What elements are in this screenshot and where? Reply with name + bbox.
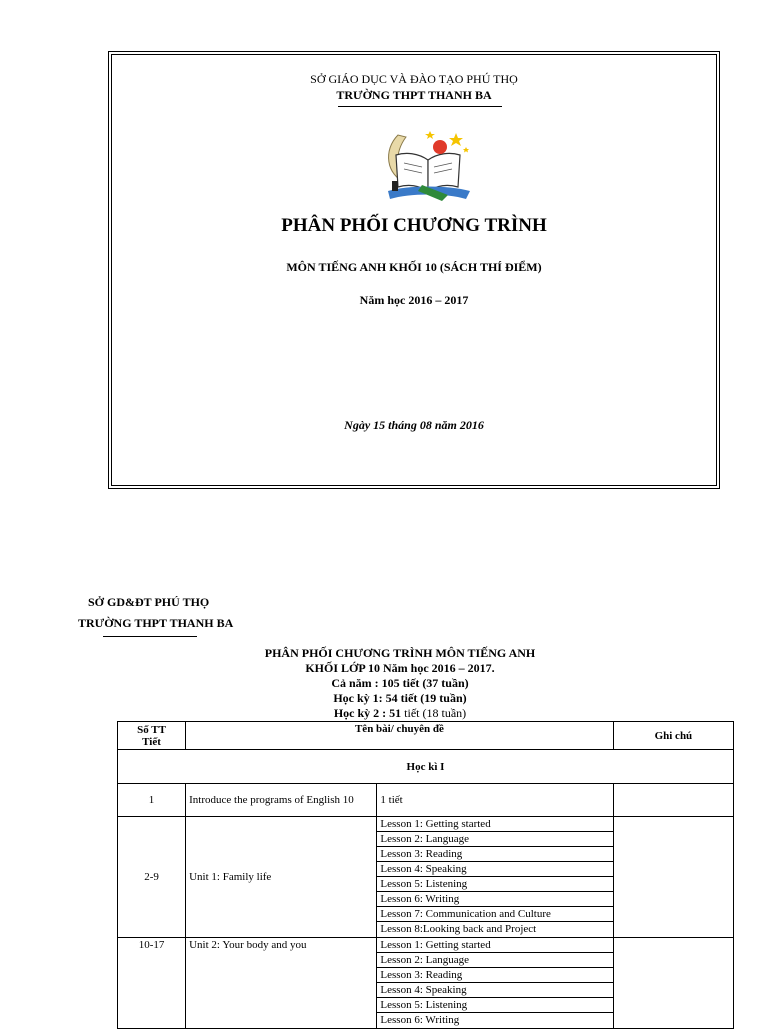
program-title-block — [100, 646, 700, 721]
lesson-item: Lesson 5: Listening — [377, 877, 612, 892]
row-unit-name: Unit 1: Family life — [186, 817, 377, 938]
lesson-item: Lesson 3: Reading — [377, 847, 612, 862]
col-header-stt: Số TT Tiết — [118, 722, 186, 750]
header-department: SỞ GD&ĐT PHÚ THỌ — [88, 595, 210, 609]
row-lessons: 1 tiết — [377, 784, 613, 817]
program-year-total: Cả năm : 105 tiết (37 tuần) — [331, 676, 469, 690]
row-stt: 10-17 — [118, 938, 186, 1029]
table-header-row — [118, 722, 734, 750]
cover-school-name: TRƯỜNG THPT THANH BA — [336, 88, 492, 102]
row-note — [613, 938, 733, 1029]
cover-date: Ngày 15 tháng 08 năm 2016 — [344, 418, 484, 432]
header-underline — [103, 636, 197, 637]
lesson-item: Lesson 1: Getting started — [377, 817, 612, 832]
program-term2-label: Học kỳ 2 : 51 — [333, 706, 402, 720]
lesson-item: Lesson 2: Language — [377, 832, 612, 847]
cover-title: PHÂN PHỐI CHƯƠNG TRÌNH — [281, 215, 547, 236]
program-term2-detail: tiết (18 tuần) — [401, 706, 467, 720]
cover-page — [108, 51, 720, 489]
lesson-item: Lesson 2: Language — [377, 953, 612, 968]
row-lessons — [377, 817, 613, 938]
program-title-line1: PHÂN PHỐI CHƯƠNG TRÌNH MÔN TIẾNG ANH — [264, 646, 536, 660]
semester-row — [118, 750, 734, 784]
lesson-item: Lesson 4: Speaking — [377, 983, 612, 998]
program-term1: Học kỳ 1: 54 tiết (19 tuần) — [333, 691, 467, 705]
cover-school-underline — [338, 106, 502, 107]
row-unit-name: Introduce the programs of English 10 — [186, 784, 377, 817]
col-header-note: Ghi chú — [613, 722, 733, 750]
header-school-name: TRƯỜNG THPT THANH BA — [78, 616, 234, 630]
lesson-item: Lesson 4: Speaking — [377, 862, 612, 877]
col-header-name: Tên bài/ chuyên đề — [186, 722, 614, 750]
cover-department: SỞ GIÁO DỤC VÀ ĐÀO TẠO PHÚ THỌ — [310, 72, 518, 86]
lesson-item: Lesson 6: Writing — [377, 892, 612, 907]
program-title-line2: KHỐI LỚP 10 Năm học 2016 – 2017. — [305, 661, 495, 675]
row-unit-name: Unit 2: Your body and you — [186, 938, 377, 1029]
curriculum-table — [117, 721, 734, 1029]
lesson-item: Lesson 1: Getting started — [377, 938, 612, 953]
row-stt: 1 — [118, 784, 186, 817]
table-row — [118, 784, 734, 817]
table-row — [118, 817, 734, 938]
semester-label: Học kì I — [118, 750, 734, 784]
row-note — [613, 817, 733, 938]
program-term2 — [100, 706, 700, 721]
lesson-item: Lesson 8:Looking back and Project — [380, 923, 537, 935]
cover-school-year: Năm học 2016 – 2017 — [359, 293, 469, 307]
lesson-item: Lesson 6: Writing — [380, 1014, 460, 1026]
row-note — [613, 784, 733, 817]
lesson-item: Lesson 7: Communication and Culture — [377, 907, 612, 922]
open-book-logo-icon — [378, 125, 478, 205]
lesson-item: Lesson 3: Reading — [377, 968, 612, 983]
table-body — [118, 750, 734, 1029]
cover-subject: MÔN TIẾNG ANH KHỐI 10 (SÁCH THÍ ĐIỂM) — [286, 260, 542, 274]
lesson-item: Lesson 5: Listening — [377, 998, 612, 1013]
row-stt: 2-9 — [118, 817, 186, 938]
row-lessons — [377, 938, 613, 1029]
table-row — [118, 938, 734, 1029]
